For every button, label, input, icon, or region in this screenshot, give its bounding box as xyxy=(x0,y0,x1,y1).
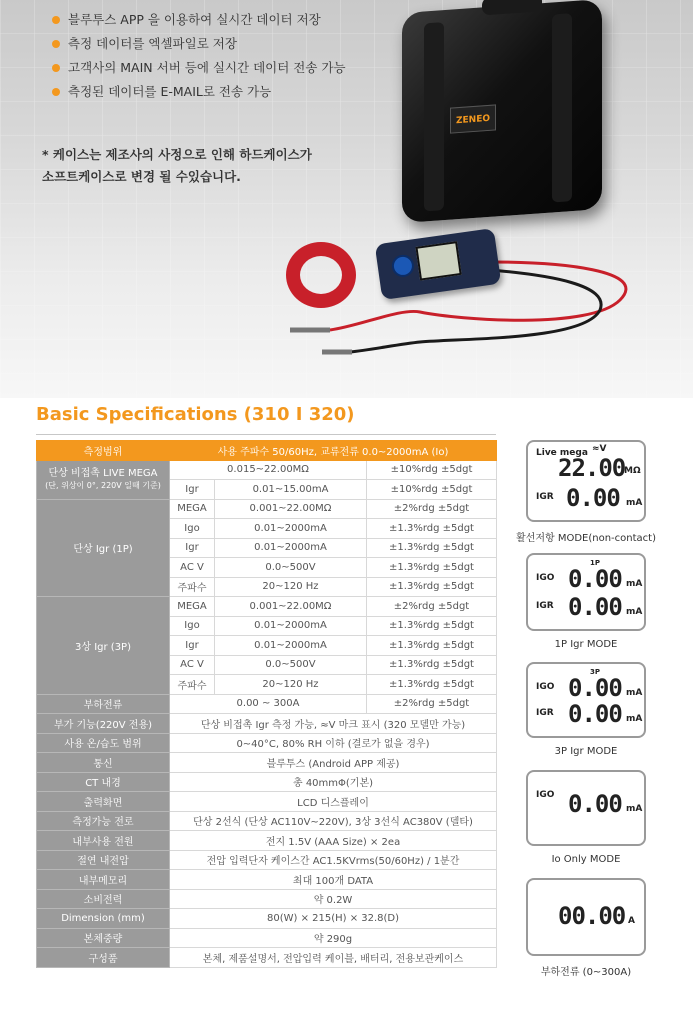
accuracy-cell: ±10%rdg ±5dgt xyxy=(367,460,497,480)
feature-text: 블루투스 APP 을 이용하여 실시간 데이터 저장 xyxy=(68,12,321,27)
lcd-unit: mA xyxy=(626,804,643,814)
lcd-label: IGR xyxy=(536,601,554,611)
range-cell: 0.01~2000mA xyxy=(215,636,367,656)
accuracy-cell: ±10%rdg ±5dgt xyxy=(367,480,497,500)
lcd-unit: A xyxy=(628,916,635,926)
accuracy-cell: ±1.3%rdg ±5dgt xyxy=(367,519,497,539)
row-label xyxy=(37,460,170,499)
item-cell: MEGA xyxy=(170,499,215,519)
lcd-unit: mA xyxy=(626,607,643,617)
table-row xyxy=(37,792,497,812)
table-row xyxy=(37,889,497,909)
item-cell: MEGA xyxy=(170,597,215,617)
value-cell: 약 290g xyxy=(170,928,497,948)
row-label: 절연 내전압 xyxy=(37,850,170,870)
range-cell: 0.0~500V xyxy=(215,558,367,578)
row-label: 내부사용 전원 xyxy=(37,831,170,851)
row-label: 본체중량 xyxy=(37,928,170,948)
accuracy-cell: ±1.3%rdg ±5dgt xyxy=(367,675,497,695)
lcd-unit: MΩ xyxy=(624,466,641,476)
row-label: 측정가능 전로 xyxy=(37,811,170,831)
lcd-mark: ≈V xyxy=(592,444,607,454)
item-cell: 주파수 xyxy=(170,577,215,597)
table-row xyxy=(37,831,497,851)
row-label: 출력화면 xyxy=(37,792,170,812)
value-cell: 최대 100개 DATA xyxy=(170,870,497,890)
lcd-label: IGR xyxy=(536,708,554,718)
lcd-value: 0.00 xyxy=(568,700,622,728)
feature-text: 측정된 데이터를 E-MAIL로 전송 가능 xyxy=(68,84,272,99)
range-cell: 0.01~2000mA xyxy=(215,519,367,539)
table-row xyxy=(37,948,497,968)
item-cell: AC V xyxy=(170,558,215,578)
range-cell: 0.01~15.00mA xyxy=(215,480,367,500)
row-label: 사용 온/습도 범위 xyxy=(37,733,170,753)
lcd-value: 0.00 xyxy=(568,565,622,593)
value-cell: 블루투스 (Android APP 제공) xyxy=(170,753,497,773)
lcd-caption: 부하전류 (0~300A) xyxy=(540,967,632,978)
lcd-panel-io-only xyxy=(526,770,646,846)
lcd-caption: 1P Igr MODE xyxy=(554,639,618,650)
item-cell: Igr xyxy=(170,480,215,500)
accuracy-cell: ±1.3%rdg ±5dgt xyxy=(367,616,497,636)
feature-text: 고객사의 MAIN 서버 등에 실시간 데이터 전송 가능 xyxy=(68,60,346,75)
lcd-value: 22.00 xyxy=(558,454,626,482)
value-cell: 총 40mmΦ(기본) xyxy=(170,772,497,792)
lcd-label: IGR xyxy=(536,492,554,502)
range-cell: 0.01~2000mA xyxy=(215,538,367,558)
item-cell: Igr xyxy=(170,538,215,558)
range-cell: 0.001~22.00MΩ xyxy=(215,499,367,519)
table-row xyxy=(37,597,497,617)
item-cell: Igo xyxy=(170,616,215,636)
clamp-jaw-image xyxy=(286,242,356,308)
range-cell: 20~120 Hz xyxy=(215,577,367,597)
lcd-label: IGO xyxy=(536,682,555,692)
lcd-caption: Io Only MODE xyxy=(551,854,621,865)
accuracy-cell: ±1.3%rdg ±5dgt xyxy=(367,577,497,597)
item-cell: 주파수 xyxy=(170,675,215,695)
accuracy-cell: ±1.3%rdg ±5dgt xyxy=(367,655,497,675)
rotary-knob xyxy=(390,253,415,278)
lcd-panel-1p xyxy=(526,553,646,631)
header-cell: 측정범위 xyxy=(37,441,170,461)
notice-line: 소프트케이스로 변경 될 수있습니다. xyxy=(42,169,241,184)
table-row xyxy=(37,694,497,714)
test-leads-image xyxy=(0,0,693,398)
lcd-unit: mA xyxy=(626,714,643,724)
header-cell: 사용 주파수 50/60Hz, 교류전류 0.0~2000mA (Io) xyxy=(170,441,497,461)
lcd-value: 0.00 xyxy=(568,593,622,621)
feature-text: 측정 데이터를 엑셀파일로 저장 xyxy=(68,36,237,51)
table-row xyxy=(37,460,497,480)
notice-line: * 케이스는 제조사의 사정으로 인해 하드케이스가 xyxy=(42,147,312,162)
row-label: 구성품 xyxy=(37,948,170,968)
range-cell: 0.001~22.00MΩ xyxy=(215,597,367,617)
lcd-value: 0.00 xyxy=(568,790,622,818)
table-row xyxy=(37,909,497,929)
row-label: Dimension (mm) xyxy=(37,909,170,929)
row-label: 단상 Igr (1P) xyxy=(37,499,170,597)
table-row xyxy=(37,733,497,753)
value-cell: LCD 디스플레이 xyxy=(170,792,497,812)
accuracy-cell: ±1.3%rdg ±5dgt xyxy=(367,558,497,578)
value-cell: 80(W) × 215(H) × 32.8(D) xyxy=(170,909,497,929)
lcd-caption: 3P Igr MODE xyxy=(554,746,618,757)
table-row xyxy=(37,850,497,870)
range-cell: 20~120 Hz xyxy=(215,675,367,695)
table-row xyxy=(37,499,497,519)
lcd-panel-load-current xyxy=(526,878,646,956)
table-row xyxy=(37,753,497,773)
table-row xyxy=(37,870,497,890)
lcd-panel-live-mega xyxy=(526,440,646,522)
row-label: 내부메모리 xyxy=(37,870,170,890)
lcd-value: 0.00 xyxy=(568,674,622,702)
lcd-label: IGO xyxy=(536,573,555,583)
lcd-unit: mA xyxy=(626,498,643,508)
row-label-note: (단, 위상이 0°, 220V 일때 기준) xyxy=(45,480,161,490)
value-cell: 약 0.2W xyxy=(170,889,497,909)
table-row xyxy=(37,714,497,734)
spec-table xyxy=(36,440,497,968)
accuracy-cell: ±2%rdg ±5dgt xyxy=(367,597,497,617)
lcd-mark: 3P xyxy=(590,668,601,676)
lcd-label: IGO xyxy=(536,790,555,800)
range-cell: 0.00 ~ 300A xyxy=(170,694,367,714)
accuracy-cell: ±2%rdg ±5dgt xyxy=(367,499,497,519)
spec-title: Basic Specifications (310 I 320) xyxy=(36,404,355,425)
row-label: 부가 기능(220V 전용) xyxy=(37,714,170,734)
accuracy-cell: ±2%rdg ±5dgt xyxy=(367,694,497,714)
lcd-caption: 활선저항 MODE(non-contact) xyxy=(516,533,656,544)
lcd-mark: 1P xyxy=(590,559,601,567)
case-logo: ZENEO xyxy=(450,104,496,133)
table-row xyxy=(37,772,497,792)
value-cell: 전압 입력단자 케이스간 AC1.5KVrms(50/60Hz) / 1분간 xyxy=(170,850,497,870)
table-row xyxy=(37,928,497,948)
row-label: 통신 xyxy=(37,753,170,773)
row-label: CT 내경 xyxy=(37,772,170,792)
row-label-line: 단상 비접촉 LIVE MEGA xyxy=(48,467,158,479)
lcd-unit: mA xyxy=(626,579,643,589)
row-label: 부하전류 xyxy=(37,694,170,714)
meter-lcd xyxy=(415,241,461,281)
lcd-panel-3p xyxy=(526,662,646,738)
range-cell: 0.0~500V xyxy=(215,655,367,675)
range-cell: 0.015~22.00MΩ xyxy=(170,460,367,480)
value-cell: 전지 1.5V (AAA Size) × 2ea xyxy=(170,831,497,851)
row-label: 소비전력 xyxy=(37,889,170,909)
accuracy-cell: ±1.3%rdg ±5dgt xyxy=(367,538,497,558)
value-cell: 0~40°C, 80% RH 이하 (결로가 없을 경우) xyxy=(170,733,497,753)
lcd-value: 0.00 xyxy=(566,484,620,512)
row-label: 3상 Igr (3P) xyxy=(37,597,170,695)
item-cell: Igo xyxy=(170,519,215,539)
item-cell: AC V xyxy=(170,655,215,675)
value-cell: 단상 비접촉 Igr 측정 가능, ≈V 마크 표시 (320 모델만 가능) xyxy=(170,714,497,734)
title-divider xyxy=(36,434,496,435)
lcd-top-label: Live mega xyxy=(536,448,588,458)
value-cell: 단상 2선식 (단상 AC110V~220V), 3상 3선식 AC380V (델타) xyxy=(170,811,497,831)
lcd-unit: mA xyxy=(626,688,643,698)
lcd-value: 00.00 xyxy=(558,902,626,930)
value-cell: 본체, 제품설명서, 전압입력 케이블, 배터리, 전용보관케이스 xyxy=(170,948,497,968)
table-header-row xyxy=(37,441,497,461)
range-cell: 0.01~2000mA xyxy=(215,616,367,636)
hero-banner xyxy=(0,0,693,398)
table-row xyxy=(37,811,497,831)
accuracy-cell: ±1.3%rdg ±5dgt xyxy=(367,636,497,656)
item-cell: Igr xyxy=(170,636,215,656)
